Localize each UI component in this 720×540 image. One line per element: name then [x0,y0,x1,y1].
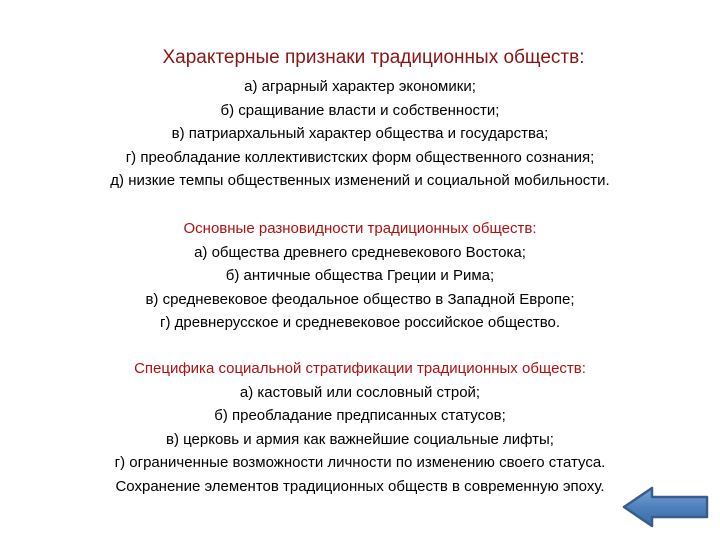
traits-item: б) сращивание власти и собственности; [220,101,500,119]
varieties-item: г) древнерусское и средневековое российское общество. [159,314,561,332]
stratification-item: в) церковь и армия как важнейшие социальные лифты; [166,430,554,448]
traits-item: в) патриархальный характер общества и государства; [171,125,549,143]
stratification-heading: Специфика социальной стратификации традиционных обществ: [134,360,586,377]
traits-item: а) аграрный характер экономики; [244,78,476,95]
stratification-section [0,357,720,499]
varieties-item: в) средневековое феодальное общество в Западной Европе; [145,290,575,308]
stratification-item: а) кастовый или сословный строй; [239,383,481,401]
varieties-item: б) античные общества Греции и Рима; [225,267,495,285]
stratification-item: б) преобладание предписанных статусов; [214,407,506,425]
traits-item: г) преобладание коллективистских форм общественного сознания; [125,148,595,166]
traits-section [0,46,720,193]
varieties-heading: Основные разновидности традиционных обществ: [183,220,537,237]
back-button[interactable] [622,486,710,528]
traits-item: д) низкие темпы общественных изменений и социальной мобильности. [110,172,610,190]
stratification-item: Сохранение элементов традиционных обществ в современную эпоху. [115,477,605,495]
left-arrow-icon [622,486,710,528]
traits-title: Характерные признаки традиционных обществ: [162,47,585,68]
stratification-item: г) ограниченные возможности личности по изменению своего статуса. [114,454,606,472]
varieties-section [0,217,720,335]
varieties-item: а) общества древнего средневекового Востока; [194,243,526,261]
